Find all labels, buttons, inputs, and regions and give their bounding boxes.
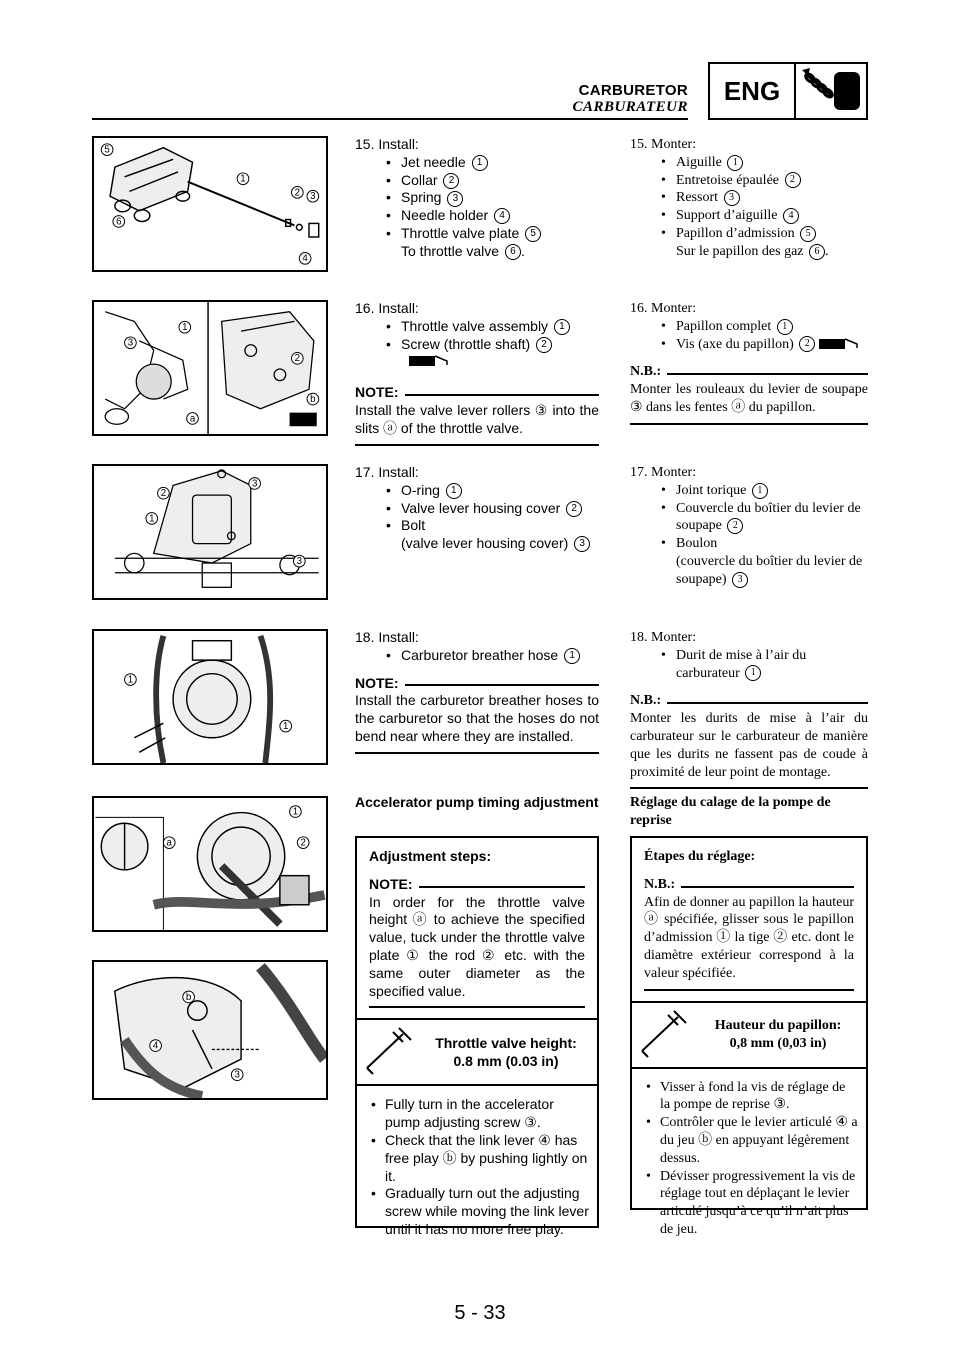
spec-value: 0,8 mm (0,03 in)	[729, 1035, 827, 1051]
list-item: • Check that the link lever ④ has free play ⓑ by pushing lightly on it.	[361, 1132, 589, 1185]
spec-label: Hauteur du papillon:	[714, 1017, 842, 1033]
list-item: • Support d’aiguille 4	[630, 207, 868, 225]
list-item: • Throttle valve plate 5	[355, 225, 599, 243]
list-item: • Bolt	[355, 517, 599, 535]
note-header: NOTE:	[355, 384, 599, 402]
list-item: • Dévisser progressivement la vis de réglage tout en déplaçant le levier articulé jusqu’à ce qu’il n’ait plus de jeu.	[636, 1168, 858, 1239]
list-item: • Durit de mise à l’air du carburateur 1	[630, 647, 868, 683]
note-end-rule	[369, 1006, 585, 1008]
step-18-fr	[630, 629, 868, 789]
adjustment-box-en	[355, 836, 599, 1237]
note-text: Monter les rouleaux du levier de soupape ③ dans les fentes ⓐ du papillon.	[630, 382, 868, 415]
svg-text:1: 1	[182, 322, 188, 334]
svg-text:3: 3	[296, 556, 302, 568]
svg-text:4: 4	[302, 253, 308, 265]
list-item: • Jet needle 1	[355, 154, 599, 172]
note-text: Install the valve lever rollers ③ into the slits ⓐ of the throttle valve.	[355, 401, 599, 436]
svg-text:2: 2	[294, 187, 301, 199]
list-item: • Spring 3	[355, 189, 599, 207]
page-header	[0, 0, 960, 130]
svg-text:1: 1	[127, 674, 134, 686]
figure-carburetor-breather-hose	[92, 629, 328, 765]
figure-jet-needle	[92, 136, 328, 272]
list-item: • Needle holder 4	[355, 207, 599, 225]
list-item: • Gradually turn out the adjusting screw while moving the link lever until it has no more free play.	[361, 1185, 589, 1238]
step-17-en	[355, 464, 599, 553]
pump-heading-fr: Réglage du calage de la pompe de reprise	[630, 795, 831, 828]
list-item: • Collar 2	[355, 172, 599, 190]
section-title-en: CARBURETOR	[578, 82, 688, 99]
note-text: In order for the throttle valve height ⓐ to achieve the specified value, tuck under the throttle valve plate ① the rod ② etc. with the same outer diameter as the specified value.	[369, 893, 585, 999]
spec-row	[357, 1018, 597, 1086]
list-item: • Boulon	[630, 535, 868, 553]
list-item: • Fully turn in the accelerator pump adjusting screw ③.	[361, 1096, 589, 1132]
list-item: • Throttle valve assembly 1	[355, 318, 599, 336]
note-end-rule	[630, 787, 868, 789]
list-item: • Visser à fond la vis de réglage de la pompe de reprise ③.	[636, 1079, 858, 1115]
page-number: 5 - 33	[454, 1302, 506, 1324]
note-end-rule	[630, 423, 868, 425]
list-item: • Contrôler que le levier articulé ④ a du jeu ⓑ en appuyant légèrement dessus.	[636, 1114, 858, 1167]
step-15-en	[355, 136, 599, 261]
svg-text:1: 1	[283, 721, 289, 733]
note-end-rule	[644, 989, 854, 991]
note-end-rule	[355, 752, 599, 754]
caliper-icon	[638, 1009, 690, 1061]
svg-text:b: b	[185, 991, 192, 1003]
svg-text:2: 2	[294, 353, 301, 365]
step-title: 16. Install:	[355, 300, 419, 316]
step-16-fr	[630, 300, 868, 425]
caliper-icon	[363, 1026, 415, 1078]
section-badge	[708, 62, 868, 120]
list-item-detail: To throttle valve 6 .	[401, 242, 525, 259]
list-item: • O-ring 1	[355, 482, 599, 500]
list-item: • Couvercle du boîtier du levier de soupape 2	[630, 500, 868, 536]
list-item: • Carburetor breather hose 1	[355, 647, 599, 665]
figure-accelerator-pump	[92, 960, 328, 1100]
svg-text:a: a	[189, 413, 196, 425]
svg-text:2: 2	[300, 837, 306, 849]
step-16-en	[355, 300, 599, 446]
note-header: N.B.:	[630, 363, 868, 381]
svg-text:1: 1	[292, 806, 299, 818]
list-item: • Ressort 3	[630, 189, 868, 207]
svg-text:3: 3	[234, 1069, 240, 1081]
note-header: N.B.:	[644, 876, 854, 894]
spec-label: Throttle valve height:	[435, 1035, 577, 1052]
note-text: Install the carburetor breather hoses to the carburetor so that the hoses do not bend near where they are installed.	[355, 692, 599, 744]
svg-text:3: 3	[127, 337, 134, 349]
section-badge-label: ENG	[710, 64, 796, 118]
svg-text:1: 1	[149, 513, 155, 525]
note-text: Monter les durits de mise à l’air du carburateur sur le carburateur de manière que les durits ne fassent pas de coude à proximité de leur point de montage.	[630, 711, 868, 780]
step-title: 17. Install:	[355, 464, 419, 480]
list-item: • Entretoise épaulée 2	[630, 172, 868, 190]
figure-throttle-valve-assembly	[92, 300, 328, 436]
box-title: Étapes du réglage:	[644, 849, 756, 864]
box-title: Adjustment steps:	[369, 848, 492, 864]
header-rule	[92, 118, 688, 120]
list-item: • Screw (throttle shaft) 2	[355, 336, 599, 354]
step-title: 16. Monter:	[630, 301, 697, 316]
note-end-rule	[355, 444, 599, 446]
list-item-detail: Sur le papillon des gaz 6 .	[676, 243, 829, 259]
svg-text:b: b	[310, 393, 316, 405]
spec-value: 0.8 mm (0.03 in)	[453, 1053, 559, 1070]
note-text: Afin de donner au papillon la hauteur ⓐ spécifiée, glisser sous le papillon d’admission ① la tige ② etc. dont le diamètre extérieur correspond à la valeur spécifiée.	[644, 894, 854, 981]
note-header: N.B.:	[630, 692, 868, 710]
figure-valve-lever-housing-cover	[92, 464, 328, 600]
list-item: • Papillon d’admission 5	[630, 225, 868, 243]
svg-text:a: a	[166, 837, 172, 849]
list-item-detail: (valve lever housing cover) 3	[355, 535, 599, 553]
pump-heading-en: Accelerator pump timing adjustment	[355, 794, 599, 810]
list-item: • Vis (axe du papillon) 2	[630, 336, 868, 354]
torque-wrench-icon	[355, 353, 599, 374]
svg-text:5: 5	[104, 144, 110, 156]
step-17-fr	[630, 464, 868, 589]
spec-row	[632, 1001, 866, 1069]
torque-wrench-icon	[819, 336, 859, 352]
adjustment-box-fr	[630, 836, 868, 1237]
section-title-fr: CARBURATEUR	[572, 99, 688, 115]
figure-throttle-valve-height	[92, 796, 328, 932]
engine-icon	[796, 66, 866, 116]
svg-text:1: 1	[240, 173, 246, 185]
step-title: 18. Install:	[355, 629, 419, 645]
step-15-fr	[630, 136, 868, 261]
list-item: • Papillon complet 1	[630, 318, 868, 336]
svg-text:2: 2	[160, 488, 167, 500]
note-header: NOTE:	[355, 675, 599, 693]
svg-text:6: 6	[116, 216, 122, 228]
svg-text:4: 4	[152, 1040, 159, 1052]
list-item: • Valve lever housing cover 2	[355, 500, 599, 518]
list-item-detail: (couvercle du boîtier du levier de soupape) 3	[676, 553, 863, 587]
list-item: • Joint torique 1	[630, 482, 868, 500]
step-18-en	[355, 629, 599, 754]
step-title: 15. Monter:	[630, 137, 697, 152]
svg-text:3: 3	[251, 478, 258, 490]
step-title: 15. Install:	[355, 136, 419, 152]
list-item: • Aiguille 1	[630, 154, 868, 172]
note-header: NOTE:	[369, 876, 585, 894]
svg-text:3: 3	[310, 191, 316, 203]
step-title: 17. Monter:	[630, 465, 697, 480]
step-title: 18. Monter:	[630, 630, 697, 645]
